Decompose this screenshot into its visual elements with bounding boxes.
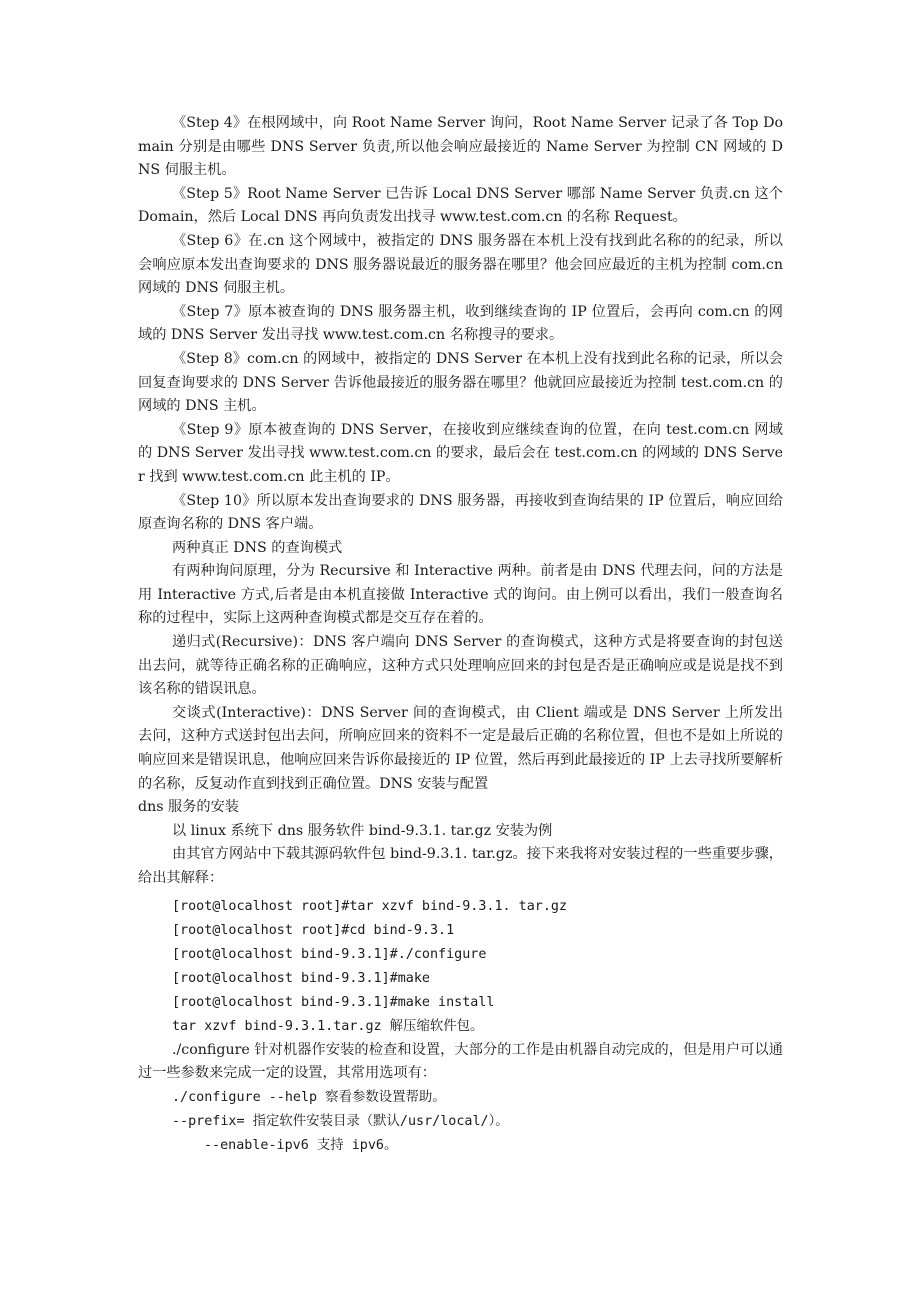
paragraph-step-4: 《Step 4》在根网域中，向 Root Name Server 询问，Root Name Server 记录了各 Top Domain 分别是由哪些 DNS Server 负责,所以他会响应最接近的 Name Server 为控制 CN 网域的 DNS 伺服主机。 xyxy=(138,115,783,179)
command-line: [root@localhost bind-9.3.1]#make xyxy=(172,970,430,986)
command-line: [root@localhost root]#cd bind-9.3.1 xyxy=(172,922,455,938)
paragraph-step-5: 《Step 5》Root Name Server 已告诉 Local DNS Server 哪部 Name Server 负责.cn 这个 Domain，然后 Local DNS 再向负责发出找寻 www.test.com.cn 的名称 Request。 xyxy=(138,185,783,226)
section-heading-dns-install: dns 服务的安装 xyxy=(138,799,239,816)
paragraph-step-8: 《Step 8》com.cn 的网域中，被指定的 DNS Server 在本机上没有找到此名称的记录，所以会回复查询要求的 DNS Server 告诉他最接近的服务器在哪里？他就回应最接近为控制 test.com.cn 的网域的 DNS 主机。 xyxy=(138,350,783,415)
paragraph-step-6: 《Step 6》在.cn 这个网域中，被指定的 DNS 服务器在本机上没有找到此名称的的纪录，所以会响应原本发出查询要求的 DNS 服务器说最近的服务器在哪里？他会回应最近的主机为控制 com.cn 网域的 DNS 伺服主机。 xyxy=(138,232,783,297)
paragraph-configure-note: ./configure 针对机器作安装的检查和设置，大部分的工作是由机器自动完成的，但是用户可以通过一些参数来完成一定的设置，其常用选项有： xyxy=(138,1041,783,1082)
paragraph-download-source: 由其官方网站中下载其源码软件包 bind-9.3.1. tar.gz。接下来我将对安装过程的一些重要步骤，给出其解释： xyxy=(138,846,783,886)
paragraph-step-9: 《Step 9》原本被查询的 DNS Server，在接收到应继续查询的位置，在向 test.com.cn 网域的 DNS Server 发出寻找 www.test.com.cn 的要求，最后会在 test.com.cn 的网域的 DNS Server 找到 www.test.com.cn 此主机的 IP。 xyxy=(138,421,783,485)
command-line: [root@localhost bind-9.3.1]#./configure xyxy=(172,946,487,962)
command-line: [root@localhost bind-9.3.1]#make install xyxy=(172,994,495,1010)
document-page xyxy=(138,112,783,1158)
section-heading-query-modes: 两种真正 DNS 的查询模式 xyxy=(172,539,343,556)
option-line: ./configure --help 察看参数设置帮助。 xyxy=(172,1089,446,1105)
paragraph-recursive: 递归式(Recursive)：DNS 客户端向 DNS Server 的查询模式，这种方式是将要查询的封包送出去问，就等待正确名称的正确响应，这种方式只处理响应回来的封包是否是正确响应或是说是找不到该名称的错误讯息。 xyxy=(138,634,783,698)
paragraph-interactive: 交谈式(Interactive)：DNS Server 间的查询模式，由 Client 端或是 DNS Server 上所发出去问，这种方式送封包出去问，所响应回来的资料不一定是最后正确的名称位置，但也不是如上所说的响应回来是错误讯息，他响应回来告诉你最接近的 IP 位置，然后再到此最接近的 IP 上去寻找所要解析的名称，反复动作直到找到正确位置。DNS 安装与配置 xyxy=(138,704,783,792)
option-line: --enable-ipv6 支持 ipv6。 xyxy=(204,1137,398,1153)
paragraph-step-7: 《Step 7》原本被查询的 DNS 服务器主机，收到继续查询的 IP 位置后，会再向 com.cn 的网域的 DNS Server 发出寻找 www.test.com.cn 名称搜寻的要求。 xyxy=(138,303,783,344)
paragraph-query-principles: 有两种询问原理，分为 Recursive 和 Interactive 两种。前者是由 DNS 代理去问，问的方法是用 Interactive 方式,后者是由本机直接做 Interactive 式的询问。由上例可以看出，我们一般查询名称的过程中，实际上这两种查询模式都是交互存在着的。 xyxy=(138,563,783,627)
command-line: [root@localhost root]#tar xzvf bind-9.3.1. tar.gz xyxy=(172,898,568,914)
command-line: tar xzvf bind-9.3.1.tar.gz 解压缩软件包。 xyxy=(172,1018,484,1034)
paragraph-step-10: 《Step 10》所以原本发出查询要求的 DNS 服务器，再接收到查询结果的 IP 位置后，响应回给原查询名称的 DNS 客户端。 xyxy=(138,492,783,533)
option-line: --prefix= 指定软件安装目录（默认/usr/local/）。 xyxy=(172,1113,509,1129)
paragraph-install-example: 以 linux 系统下 dns 服务软件 bind-9.3.1. tar.gz 安装为例 xyxy=(172,822,553,839)
